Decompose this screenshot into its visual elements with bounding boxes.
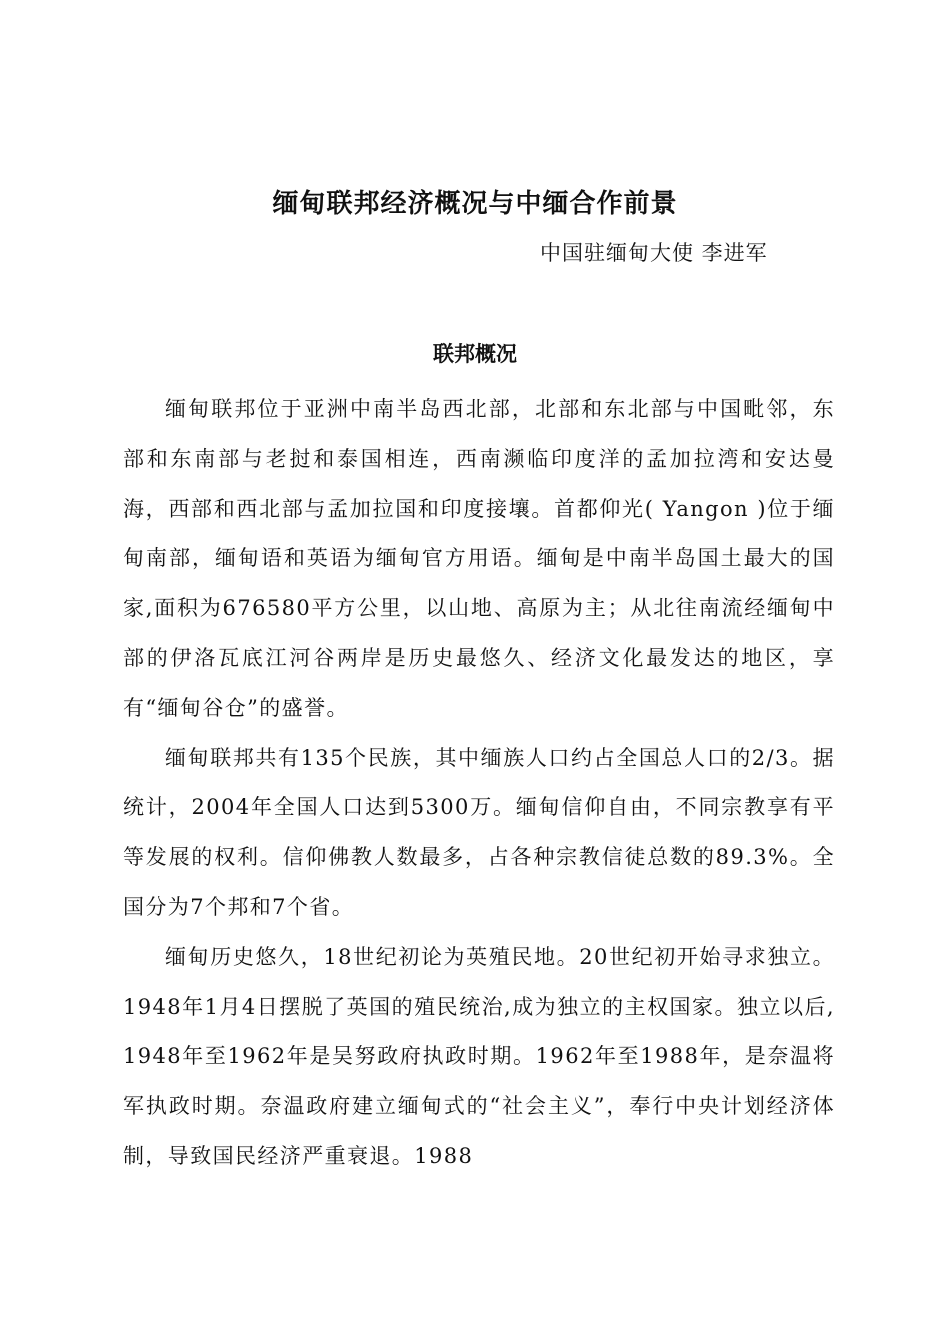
paragraph: 缅甸历史悠久，18世纪初论为英殖民地。20世纪初开始寻求独立。1948年1月4日摆脱了英国的殖民统治,成为独立的主权国家。独立以后,1948年至1962年是吴努政府执政时期。1962年至1988年，是奈温将军执政时期。奈温政府建立缅甸式的“社会主义”，奉行中央计划经济体制，导致国民经济严重衰退。1988 (123, 944, 835, 1168)
document-title: 缅甸联邦经济概况与中缅合作前景 (272, 189, 678, 219)
paragraph: 缅甸联邦位于亚洲中南半岛西北部，北部和东北部与中国毗邻，东部和东南部与老挝和泰国相连，西南濒临印度洋的孟加拉湾和安达曼海，西部和西北部与孟加拉国和印度接壤。首都仰光( Yangon )位于缅甸南部，缅甸语和英语为缅甸官方用语。缅甸是中南半岛国土最大的国家,面积为676580平方公里，以山地、高原为主；从北往南流经缅甸中部的伊洛瓦底江河谷两岸是历史最悠久、经济文化最发达的地区，享有“缅甸谷仓”的盛誉。 (123, 397, 835, 720)
section-heading: 联邦概况 (433, 342, 517, 366)
author-line: 中国驻缅甸大使 李进军 (540, 241, 768, 265)
document-body (123, 385, 835, 1182)
paragraph: 缅甸联邦共有135个民族，其中缅族人口约占全国总人口的2/3。据统计，2004年全国人口达到5300万。缅甸信仰自由，不同宗教享有平等发展的权利。信仰佛教人数最多，占各种宗教信徒总数的89.3%。全国分为7个邦和7个省。 (123, 745, 835, 919)
